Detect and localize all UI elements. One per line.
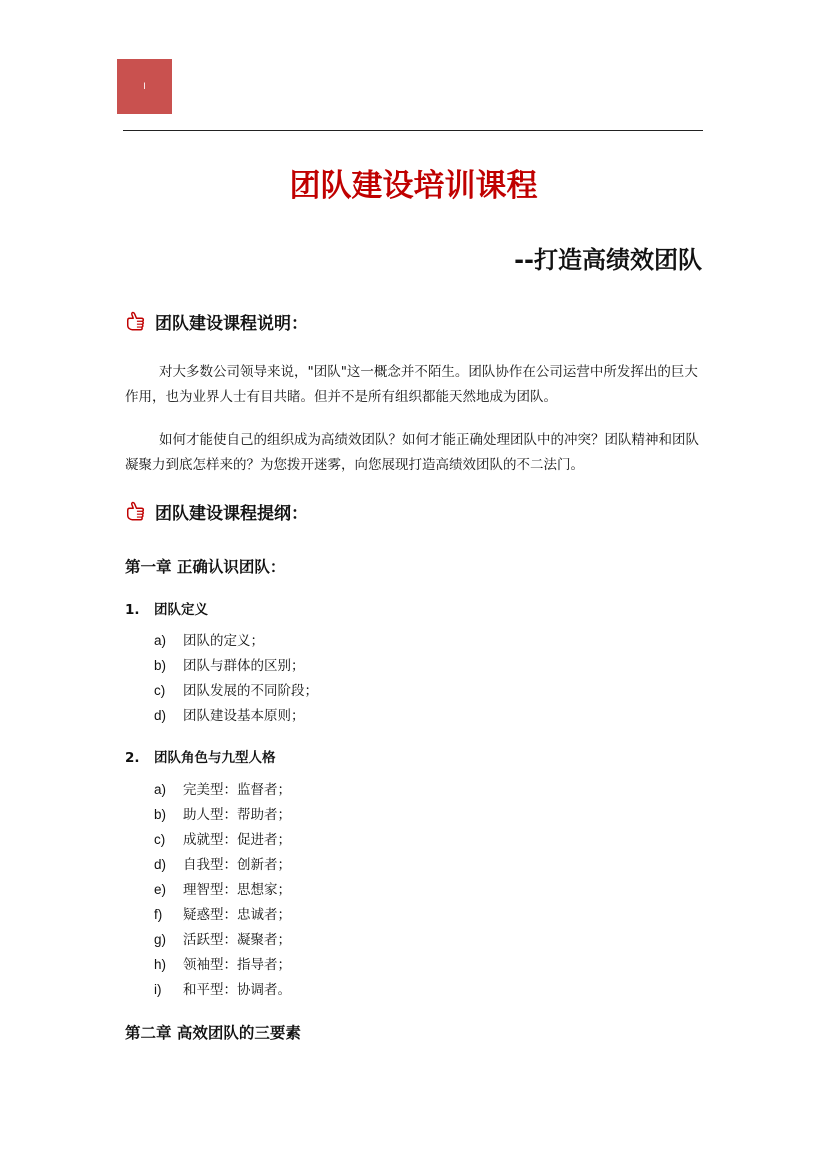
list-item xyxy=(154,777,291,802)
list-item xyxy=(154,852,291,877)
list-item xyxy=(154,927,291,952)
topic-heading-1 xyxy=(125,598,208,622)
list-item-text: 助人型：帮助者； xyxy=(183,807,291,823)
list-item-text: 团队发展的不同阶段； xyxy=(183,683,318,699)
list-item-text: 团队的定义； xyxy=(183,633,264,649)
list-marker: f) xyxy=(154,907,163,922)
list-marker: h) xyxy=(154,957,167,972)
list-marker: d) xyxy=(154,708,167,723)
list-marker: g) xyxy=(154,932,167,947)
section-heading-label: 团队建设课程说明： xyxy=(155,313,308,334)
list-marker: b) xyxy=(154,807,167,822)
list-item-text: 和平型：协调者。 xyxy=(183,982,291,998)
list-item xyxy=(154,877,291,902)
document-subtitle: --打造高绩效团队 xyxy=(514,246,702,274)
list-marker: b) xyxy=(154,658,167,673)
section-heading-outline xyxy=(125,496,308,526)
list-marker: c) xyxy=(154,683,166,698)
list-item xyxy=(154,902,291,927)
topic-heading-2 xyxy=(125,746,276,770)
section-heading-description xyxy=(125,306,308,336)
chapter-heading-1: 第一章 正确认识团队： xyxy=(125,558,286,576)
topic-title: 团队角色与九型人格 xyxy=(154,750,276,766)
list-item-text: 领袖型：指导者； xyxy=(183,957,291,973)
list-item-text: 理智型：思想家； xyxy=(183,882,291,898)
paragraph-questions: 如何才能使自己的组织成为高绩效团队？如何才能正确处理团队中的冲突？团队精神和团队凝聚力到底怎样来的？为您拨开迷雾，向您展现打造高绩效团队的不二法门。 xyxy=(125,432,699,473)
section-heading-label: 团队建设课程提纲： xyxy=(155,503,308,524)
page-number-badge: I xyxy=(117,59,172,114)
list-item xyxy=(154,628,318,653)
topic-1-list xyxy=(154,628,318,728)
chapter-heading-2: 第二章 高效团队的三要素 xyxy=(125,1024,301,1042)
list-marker: a) xyxy=(154,633,167,648)
list-item-text: 团队建设基本原则； xyxy=(183,708,305,724)
document-title: 团队建设培训课程 xyxy=(289,168,538,204)
list-item-text: 自我型：创新者； xyxy=(183,857,291,873)
topic-number: 2. xyxy=(125,750,140,766)
list-item-text: 团队与群体的区别； xyxy=(183,658,305,674)
topic-number: 1. xyxy=(125,602,140,618)
pointing-hand-icon xyxy=(125,310,147,332)
list-item xyxy=(154,802,291,827)
list-marker: a) xyxy=(154,782,167,797)
list-item xyxy=(154,952,291,977)
list-marker: d) xyxy=(154,857,167,872)
pointing-hand-icon xyxy=(125,500,147,522)
list-marker: i) xyxy=(154,982,162,997)
header-divider xyxy=(123,130,703,131)
list-item xyxy=(154,653,318,678)
list-item xyxy=(154,703,318,728)
list-item xyxy=(154,827,291,852)
topic-title: 团队定义 xyxy=(154,602,208,618)
list-item-text: 成就型：促进者； xyxy=(183,832,291,848)
list-marker: e) xyxy=(154,882,167,897)
list-marker: c) xyxy=(154,832,166,847)
list-item-text: 疑惑型：忠诚者； xyxy=(183,907,291,923)
list-item xyxy=(154,977,291,1002)
list-item-text: 完美型：监督者； xyxy=(183,782,291,798)
list-item xyxy=(154,678,318,703)
list-item-text: 活跃型：凝聚者； xyxy=(183,932,291,948)
topic-2-list xyxy=(154,777,291,1002)
paragraph-intro: 对大多数公司领导来说，"团队"这一概念并不陌生。团队协作在公司运营中所发挥出的巨大作用，也为业界人士有目共睹。但并不是所有组织都能天然地成为团队。 xyxy=(125,364,698,405)
